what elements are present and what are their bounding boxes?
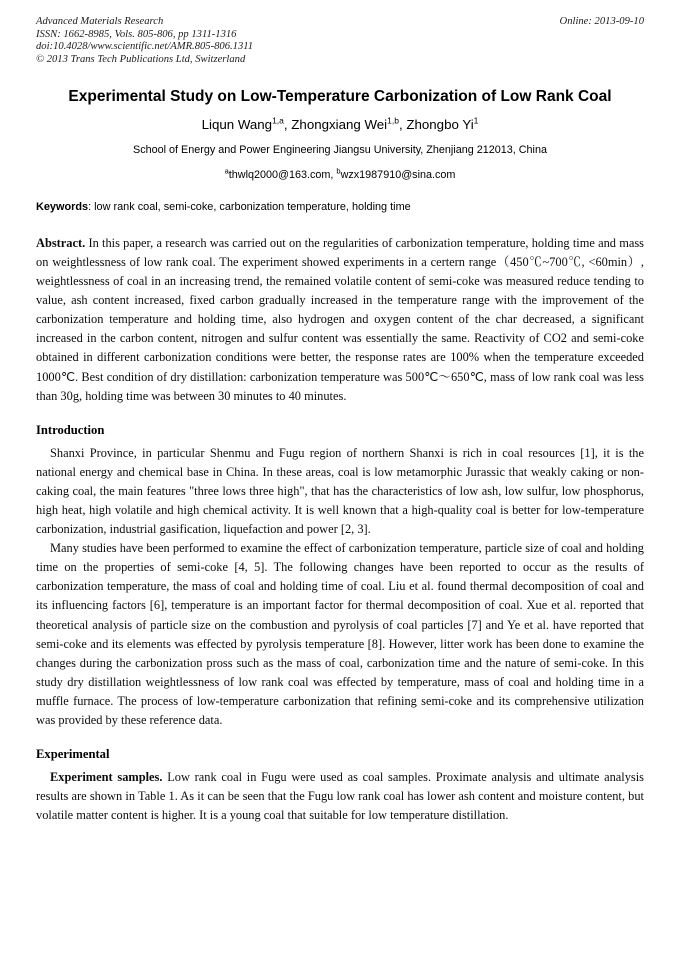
paper-title: Experimental Study on Low-Temperature Carbonization of Low Rank Coal	[68, 88, 612, 106]
journal-header-left	[36, 16, 253, 66]
journal-header	[36, 16, 644, 66]
issn-line: ISSN: 1662-8985, Vols. 805-806, pp 1311-1316	[36, 28, 237, 40]
online-date: Online: 2013-09-10	[559, 16, 644, 27]
abstract-paragraph	[36, 234, 644, 406]
email-sep: ,	[330, 168, 337, 181]
introduction-paragraph-1: Shanxi Province, in particular Shenmu and Fugu region of northern Shanxi is rich in coal resources [1], it is the national energy and chemical base in China. In these areas, coal is low metamorphic Jurassic that weakly caking or non-caking coal, the main features "three lows three high", that has the characteristics of low ash, low sulfur, low phosphorus, high heat, high volatile and high chemical activity. It is well known that a high-quality coal is better for low-temperature carbonization, industrial gasification, liquefaction and power [2, 3].	[36, 445, 644, 537]
abstract-text: In this paper, a research was carried out on the regularities of carbonization temperature, holding time and mass on weightlessness of low rank coal. The experiment showed experiments in a certern range（450℃~700℃, <60min）, weightlessness of coal in an increasing trend, the remained volatile content of semi-coke was measured reduce tending to value, ash content increased, fixed carbon gradually increased in the temperature range with the improvement of the carbonization temperature and holding time, also hydrogen and oxygen content of the char decreased, a significant increased in the carbon content, nitrogen and sulfur content was essentially the same. Reactivity of CO2 and semi-coke obtained in different carbonization conditions were better, the response rates are 100% when the temperature exceeded 1000℃. Best condition of dry distillation: carbonization temperature was 500℃～650℃, mass of low rank coal was less than 30g, holding time was between 30 minutes to 40 minutes.	[36, 235, 644, 403]
experiment-samples-label: Experiment samples.	[50, 770, 163, 785]
journal-name: Advanced Materials Research	[36, 16, 164, 27]
keywords-text: : low rank coal, semi-coke, carbonization temperature, holding time	[88, 200, 411, 213]
copyright-line: © 2013 Trans Tech Publications Ltd, Switzerland	[36, 53, 246, 65]
keywords-line	[36, 201, 644, 213]
introduction-paragraph-2: Many studies have been performed to examine the effect of carbonization temperature, particle size of coal and holding time on the properties of semi-coke [4, 5]. The following changes have been reported to occur as the results of carbonization temperature, the mass of coal and holding time of coal. Liu et al. found thermal decomposition of coal and its influencing factors [6], temperature is an important factor for thermal decomposition of coal. Xue et al. reported that theoretical analysis of particle size on the combustion and pyrolysis of coal particles [7] and Ye et al. have reported that semi-coke and its elements was effected by pyrolysis temperature [8]. However, litter work has been done to examine the changes during the carbonization pross such as the mass of coal, carbonization time and the nature of semi-coke. In this study dry distillation weightlessness of low rank coal was effected by temperature, mass of coal and holding time in a muffle furnace. The process of low-temperature carbonization that refining semi-coke and its comprehensive utilization was provided by these reference data.	[36, 541, 644, 728]
email-1-sup: a	[224, 166, 229, 176]
author-sep-2: ,	[398, 116, 407, 132]
emails-line	[36, 166, 644, 181]
author-sep-1: ,	[283, 116, 292, 132]
email-2-sup: b	[336, 166, 341, 176]
experiment-samples-text: Low rank coal in Fugu were used as coal samples. Proximate analysis and ultimate analysis results are shown in Table 1. As it can be seen that the Fugu low rank coal has lower ash content and moisture content, but volatile matter content is higher. It is a young coal that suitable for low temperature distillation.	[36, 770, 644, 823]
author-3-name: Zhongbo Yi	[406, 116, 474, 132]
authors-line	[36, 117, 644, 132]
experiment-samples-paragraph	[36, 768, 644, 825]
author-2-sup: 1,b	[387, 115, 399, 126]
author-1-name: Liqun Wang	[201, 116, 273, 132]
abstract-label: Abstract.	[36, 235, 86, 250]
email-2-address: wzx1987910@sina.com	[340, 168, 456, 181]
introduction-heading: Introduction	[36, 422, 105, 437]
doi-line: doi:10.4028/www.scientific.net/AMR.805-806.1311	[36, 41, 254, 53]
author-3-sup: 1	[473, 115, 479, 126]
experimental-heading: Experimental	[36, 747, 110, 762]
affiliation-line: School of Energy and Power Engineering Jiangsu University, Zhenjiang 212013, China	[133, 143, 547, 156]
email-1-address: thwlq2000@163.com	[228, 168, 331, 181]
author-2-name: Zhongxiang Wei	[291, 116, 388, 132]
author-1-sup: 1,a	[272, 115, 284, 126]
keywords-label: Keywords	[36, 200, 89, 213]
